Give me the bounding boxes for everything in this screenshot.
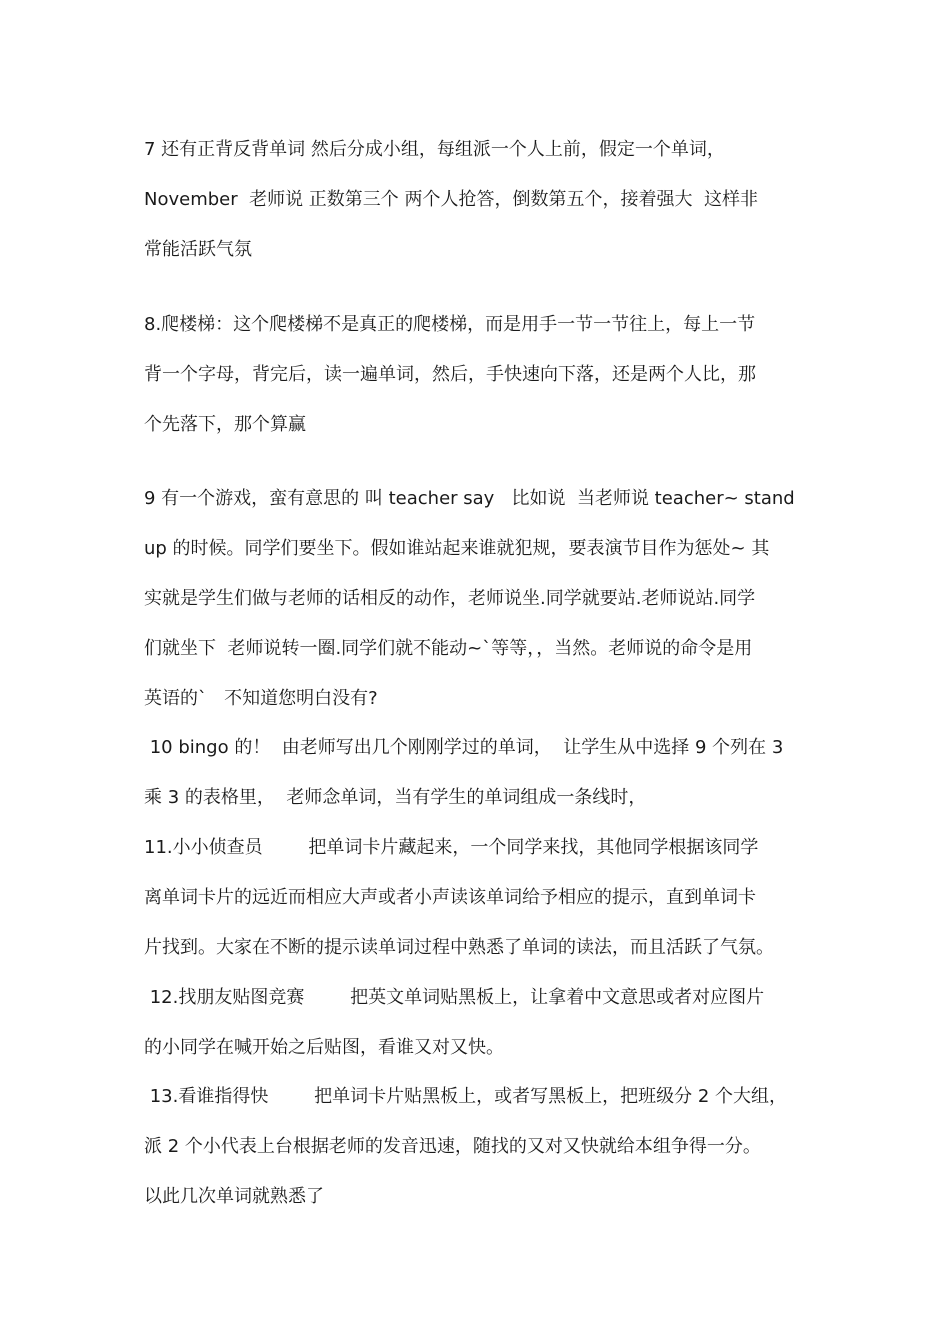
item-8-line-3: 个先落下，那个算赢: [144, 414, 306, 435]
item-10-line-1: 10 bingo 的！ 由老师写出几个刚刚学过的单词， 让学生从中选择 9 个列在 3: [144, 737, 784, 758]
item-9-line-3: 实就是学生们做与老师的话相反的动作，老师说坐.同学就要站.老师说站.同学: [144, 588, 756, 609]
item-9-line-2: up 的时候。同学们要坐下。假如谁站起来谁就犯规，要表演节目作为惩处~ 其: [144, 538, 770, 559]
item-9-line-4: 们就坐下 老师说转一圈.同学们就不能动~`等等，，当然。老师说的命令是用: [144, 638, 753, 659]
item-11-line-2: 离单词卡片的远近而相应大声或者小声读该单词给予相应的提示，直到单词卡: [144, 887, 756, 908]
item-9-line-1: 9 有一个游戏，蛮有意思的 叫 teacher say 比如说 当老师说 teacher~ stand: [144, 488, 795, 509]
item-11-line-1: 11.小小侦查员 把单词卡片藏起来，一个同学来找，其他同学根据该同学: [144, 837, 759, 858]
item-12-line-1: 12.找朋友贴图竞赛 把英文单词贴黑板上，让拿着中文意思或者对应图片: [144, 987, 765, 1008]
item-13-line-1: 13.看谁指得快 把单词卡片贴黑板上，或者写黑板上，把班级分 2 个大组，: [144, 1086, 788, 1107]
item-9-line-5: 英语的` 不知道您明白没有?: [144, 688, 378, 709]
item-12-line-2: 的小同学在喊开始之后贴图，看谁又对又快。: [144, 1037, 504, 1058]
item-7-line-1: 7 还有正背反背单词 然后分成小组，每组派一个人上前，假定一个单词，: [144, 139, 725, 160]
item-7-line-2: November 老师说 正数第三个 两个人抢答，倒数第五个，接着强大 这样非: [144, 189, 758, 210]
item-10-line-2: 乘 3 的表格里， 老师念单词，当有学生的单词组成一条线时，: [144, 787, 647, 808]
item-7-line-3: 常能活跃气氛: [144, 239, 252, 260]
item-8-line-1: 8.爬楼梯：这个爬楼梯不是真正的爬楼梯，而是用手一节一节往上，每上一节: [144, 314, 756, 335]
item-11-line-3: 片找到。大家在不断的提示读单词过程中熟悉了单词的读法，而且活跃了气氛。: [144, 937, 774, 958]
item-8-line-2: 背一个字母，背完后，读一遍单词，然后，手快速向下落，还是两个人比，那: [144, 364, 756, 385]
item-13-line-2: 派 2 个小代表上台根据老师的发音迅速，随找的又对又快就给本组争得一分。: [144, 1136, 761, 1157]
item-13-line-3: 以此几次单词就熟悉了: [144, 1186, 324, 1207]
